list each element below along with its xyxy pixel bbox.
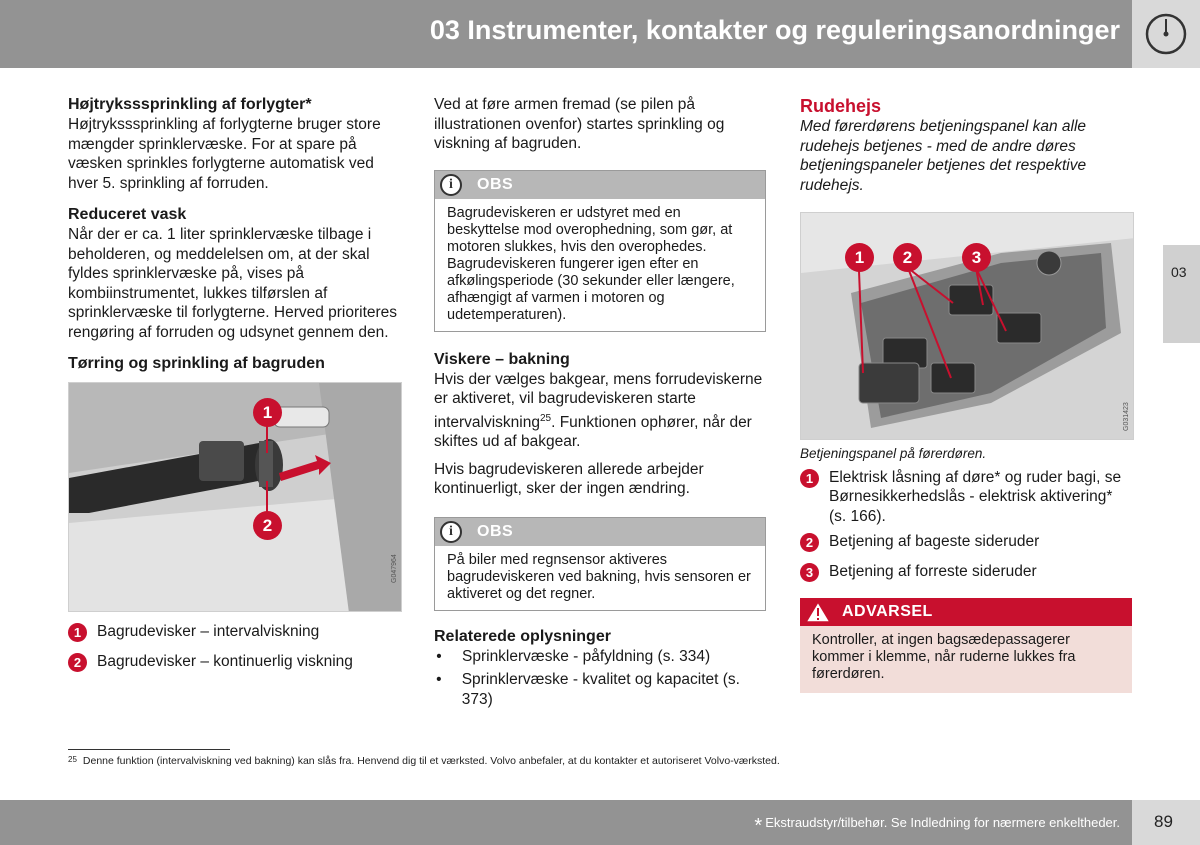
obs-note-body: På biler med regnsensor aktiveres bagrudeviskeren ved bakning, hvis sensoren er aktiveret og det regner. [447,551,751,602]
chapter-side-tab[interactable] [1163,245,1200,343]
obs-note-body: Bagrudeviskeren er udstyret med en beskyttelse mod overophedning, som gør, at motoren slukkes, hvis den overophedes. Bagrudeviskeren fungerer igen efter en afkølingsperiode (30 sekunder eller længere, afhængigt af varmen i motoren og udetemperaturen). [447,204,735,323]
list-item [68,652,402,672]
obs-note-header [435,171,765,199]
list-item[interactable] [434,670,766,709]
list-item [800,562,1132,582]
bullet-icon: • [436,647,442,665]
footer-note-text: Ekstraudstyr/tilbehør. Se Indledning for nærmere enkeltheder. [765,815,1120,830]
obs-note-header [435,518,765,546]
warning-header [800,598,1132,626]
figure-caption: Betjeningspanel på førerdøren. [800,446,987,461]
footer-star: * [754,815,763,837]
obs-note [434,170,766,332]
section-body: Når der er ca. 1 liter sprinklervæske tilbage i beholderen, og meddelelsen om, at der skal fyldes sprinklervæske på, vises på kombiinstrumentet, lukkes tilførslen af sprinklervæske til forlygterne. Herved prioriteres rengøring af forruden og udsynet gennem den. [68,226,398,341]
page-number: 89 [1154,812,1173,831]
section-heading: Viskere – bakning [434,350,570,368]
column-left [68,95,402,672]
section-intro: Med førerdørens betjeningspanel kan alle rudehejs betjenes - med de andre døres betjeningspaneler betjenes det respektive rudehejs. [800,118,1087,194]
warning-triangle-icon [804,600,832,624]
info-icon: i [440,174,462,196]
bullet-icon: • [436,671,442,688]
callout-text: Betjening af forreste sideruder [829,563,1037,580]
warning-label: ADVARSEL [842,603,933,620]
column-right [800,95,1132,693]
list-item [800,468,1132,527]
door-panel-figure [800,212,1134,440]
warning-body: Kontroller, at ingen bagsædepassagerer kommer i klemme, når ruderne lukkes fra førerdøren. [812,632,1076,682]
callout-text: Bagrudevisker – intervalviskning [97,623,320,640]
callout-2: 2 [893,243,922,272]
callout-list [68,622,402,672]
callout-text: Elektrisk låsning af døre* og ruder bagi, se Børnesikkerhedslås - elektrisk aktivering* (s. 166). [829,468,1122,525]
callout-text: Betjening af bageste sideruder [829,533,1040,550]
related-link[interactable]: Sprinklervæske - påfyldning (s. 334) [462,647,711,665]
callout-number: 1 [68,623,87,642]
callout-1: 1 [253,398,282,427]
chapter-side-tab-label: 03 [1171,264,1187,280]
figure-id: G047964 [391,554,398,583]
chapter-icon-box [1132,0,1200,68]
callout-3: 3 [962,243,991,272]
footnote [68,755,780,767]
figure-id: G031423 [1123,402,1130,431]
wiper-stalk-illustration [69,383,402,612]
warning-box [800,598,1132,693]
page-header [0,0,1132,68]
page-number-box [1132,800,1200,845]
section-heading: Relaterede oplysninger [434,627,611,645]
footnote-number: 25 [68,755,77,764]
page-footer [0,800,1132,845]
gauge-icon [1144,12,1188,56]
related-list [434,647,766,710]
section-body: Højtryksssprinkling af forlygterne bruger store mængder sprinklervæske. For at spare på væsken sprinkles forlygterne automatisk ved hver 5. sprinkling af forruden. [68,116,381,192]
footer-note [754,815,1120,838]
footnote-ref[interactable]: 25 [539,412,552,424]
callout-number: 2 [68,653,87,672]
section-body [434,370,766,452]
list-item[interactable] [434,647,766,667]
section-body: Hvis bagrudeviskeren allerede arbejder kontinuerligt, sker der ingen ændring. [434,460,704,497]
callout-number: 1 [800,469,819,488]
section-heading: Reduceret vask [68,206,187,223]
callout-number: 2 [800,533,819,552]
obs-label: OBS [477,522,514,540]
callout-list [800,468,1132,583]
callout-2: 2 [253,511,282,540]
chapter-title: 03 Instrumenter, kontakter og reguleringsanordninger [429,15,1120,45]
body-text: Hvis der vælges bakgear, mens forrudeviskerne er aktiveret, vil bagrudeviskeren starte intervalviskning [434,370,763,431]
obs-label: OBS [477,175,514,193]
obs-note [434,517,766,611]
body-text: . Funktionen ophører, når der skiftes ud af bakgear. [434,413,752,450]
info-icon: i [440,521,462,543]
section-heading: Højtryksssprinkling af forlygter* [68,96,312,113]
callout-number: 3 [800,563,819,582]
section-heading: Rudehejs [800,96,882,116]
wiper-stalk-figure [68,382,402,612]
related-link[interactable]: Sprinklervæske - kvalitet og kapacitet (s. 373) [461,671,740,708]
footnote-text: Denne funktion (intervalviskning ved bakning) kan slås fra. Henvend dig til et værksted. Volvo anbefaler, at du kontakter et autoriseret Volvo-værksted. [82,755,780,767]
footnote-divider [68,749,230,750]
column-middle [434,95,766,709]
section-heading: Tørring og sprinkling af bagruden [68,355,325,372]
list-item [800,532,1132,552]
callout-text: Bagrudevisker – kontinuerlig viskning [97,653,353,670]
callout-1: 1 [845,243,874,272]
list-item [68,622,402,642]
section-body: Ved at føre armen fremad (se pilen på illustrationen ovenfor) startes sprinkling og viskning af bagruden. [434,96,725,152]
